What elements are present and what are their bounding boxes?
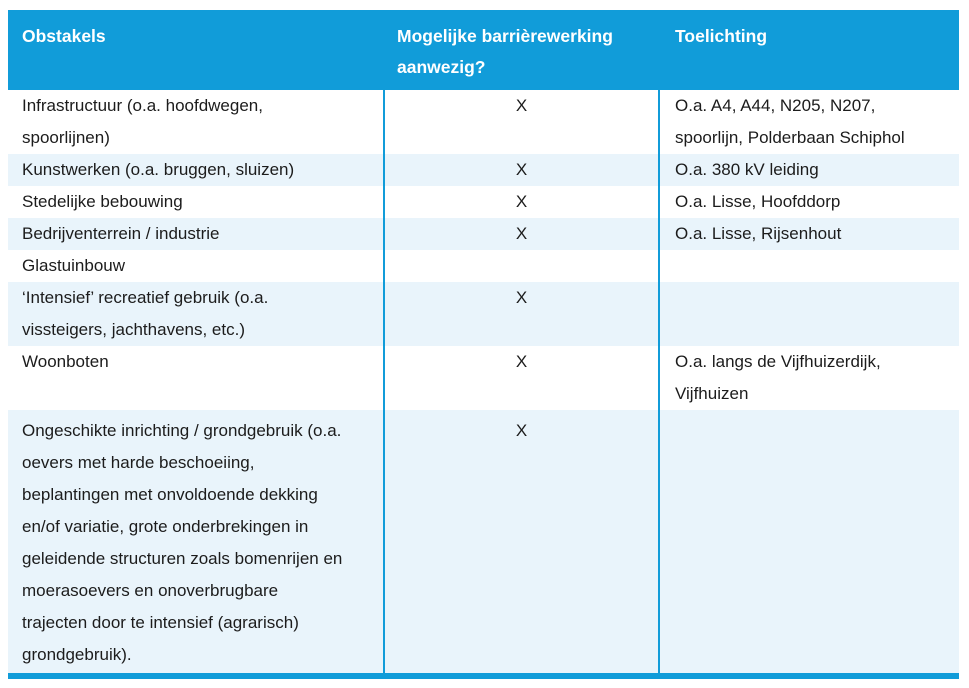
obstakel-text: Bedrijventerrein / industrie [22,224,220,243]
toelichting-text: O.a. A4, A44, N205, N207, spoorlijn, Polderbaan Schiphol [675,96,905,147]
obstakel-cell [8,90,383,154]
toelichting-text: O.a. 380 kV leiding [675,160,819,179]
barriere-cell: X [383,410,660,673]
barriere-cell [383,250,660,282]
barriere-cell: X [383,186,660,218]
obstakel-text: ‘Intensief’ recreatief gebruik (o.a. vissteigers, jachthavens, etc.) [22,288,269,339]
table-row-woonboten [8,346,959,410]
barriere-cell: X [383,218,660,250]
table-row-ongeschikte-inrichting [8,410,959,673]
toelichting-cell [660,186,959,218]
barriere-cell: X [383,90,660,154]
obstakels-table [8,10,959,679]
obstakel-cell [8,186,383,218]
column-header-toelichting-label: Toelichting [675,26,768,46]
toelichting-cell [660,410,959,673]
obstakel-cell [8,154,383,186]
toelichting-text: O.a. Lisse, Rijsenhout [675,224,842,243]
obstakel-text: Kunstwerken (o.a. bruggen, sluizen) [22,160,295,179]
toelichting-text: O.a. Lisse, Hoofddorp [675,192,841,211]
table-body [8,90,959,673]
table-header-row [8,10,959,90]
toelichting-cell [660,154,959,186]
obstakel-cell [8,282,383,346]
obstakel-cell [8,410,383,673]
barriere-cell: X [383,154,660,186]
obstakel-text: Stedelijke bebouwing [22,192,183,211]
table-row-infrastructuur [8,90,959,154]
toelichting-cell [660,90,959,154]
column-header-toelichting [660,10,959,90]
obstakel-cell [8,218,383,250]
column-header-obstakels [8,10,383,90]
toelichting-cell [660,250,959,282]
obstakel-cell [8,250,383,282]
toelichting-cell [660,218,959,250]
table-row-stedelijke-bebouwing [8,186,959,218]
obstakel-text: Ongeschikte inrichting / grondgebruik (o.a. oevers met harde beschoeiing, beplantingen met onvoldoende dekking en/of variatie, grote onderbrekingen in geleidende structuren zoals bomenrijen en moerasoevers en onoverbrugbare trajecten door te intensief (agrarisch) grondgebruik). [22,421,343,664]
obstakel-text: Infrastructuur (o.a. hoofdwegen, spoorlijnen) [22,96,263,147]
column-header-barrierewerking-label: Mogelijke barrièrewerking aanwezig? [397,26,613,77]
barriere-cell: X [383,282,660,346]
toelichting-text: O.a. langs de Vijfhuizerdijk, Vijfhuizen [675,352,881,403]
table-row-glastuinbouw [8,250,959,282]
obstakel-text: Woonboten [22,352,109,371]
column-header-obstakels-label: Obstakels [22,26,106,46]
column-header-barrierewerking [383,10,660,90]
toelichting-cell [660,282,959,346]
barriere-cell: X [383,346,660,410]
table-row-bedrijventerrein [8,218,959,250]
toelichting-cell [660,346,959,410]
obstakel-cell [8,346,383,410]
table-row-intensief-recreatief [8,282,959,346]
obstakel-text: Glastuinbouw [22,256,126,275]
table-bottom-border [8,673,959,679]
table-row-kunstwerken [8,154,959,186]
